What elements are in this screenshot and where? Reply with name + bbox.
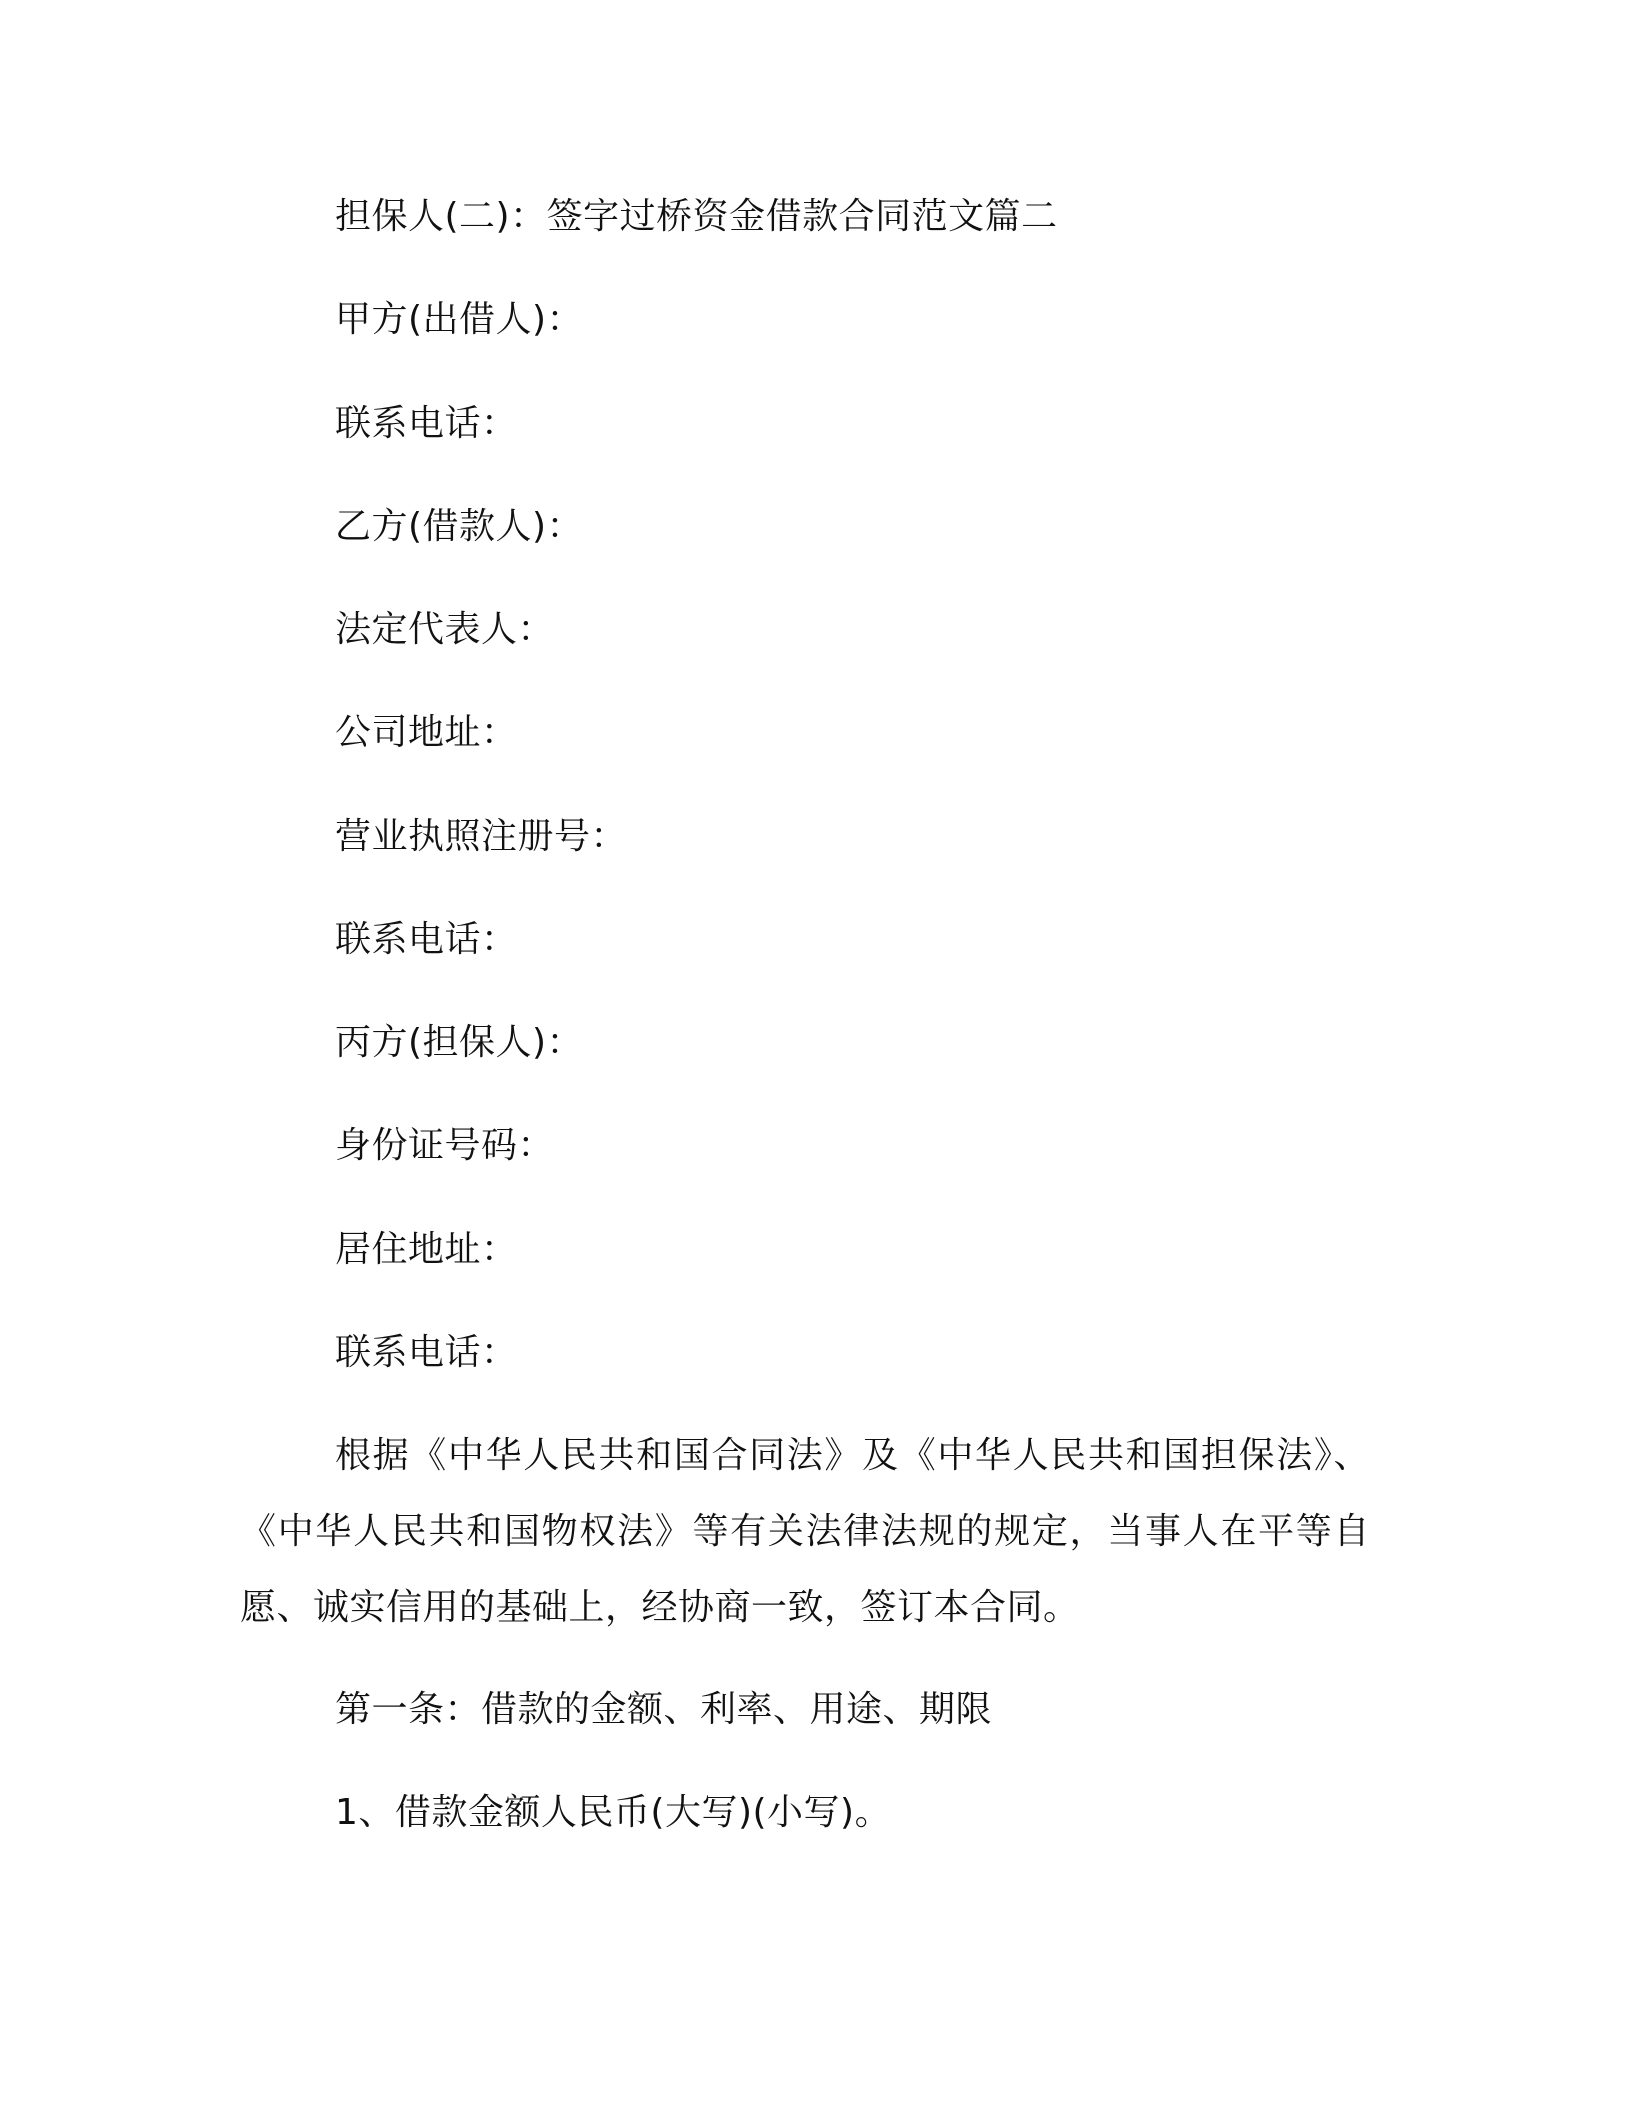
legal-representative-field: 法定代表人： — [335, 609, 555, 650]
party-c-guarantor-field: 丙方(担保人)： — [335, 1022, 584, 1063]
party-c-phone-field: 联系电话： — [335, 1332, 518, 1373]
id-number-field: 身份证号码： — [335, 1125, 555, 1166]
company-address-field: 公司地址： — [335, 712, 518, 753]
party-b-phone-field: 联系电话： — [335, 919, 518, 960]
residence-address-field: 居住地址： — [335, 1229, 518, 1270]
loan-amount-item: 1、借款金额人民币(大写)(小写)。 — [335, 1792, 892, 1833]
article-one-heading: 第一条：借款的金额、利率、用途、期限 — [335, 1689, 993, 1730]
party-a-lender-field: 甲方(出借人)： — [335, 299, 584, 340]
party-a-phone-field: 联系电话： — [335, 403, 518, 444]
contract-basis-paragraph: 根据《中华人民共和国合同法》及《中华人民共和国担保法》、《中华人民共和国物权法》等有关法律法规的规定，当事人在平等自愿、诚实信用的基础上，经协商一致，签订本合同。 — [240, 1435, 1370, 1628]
business-license-number-field: 营业执照注册号： — [335, 816, 628, 857]
party-b-borrower-field: 乙方(借款人)： — [335, 506, 584, 547]
guarantor-two-heading: 担保人(二)：签字过桥资金借款合同范文篇二 — [335, 196, 1058, 237]
